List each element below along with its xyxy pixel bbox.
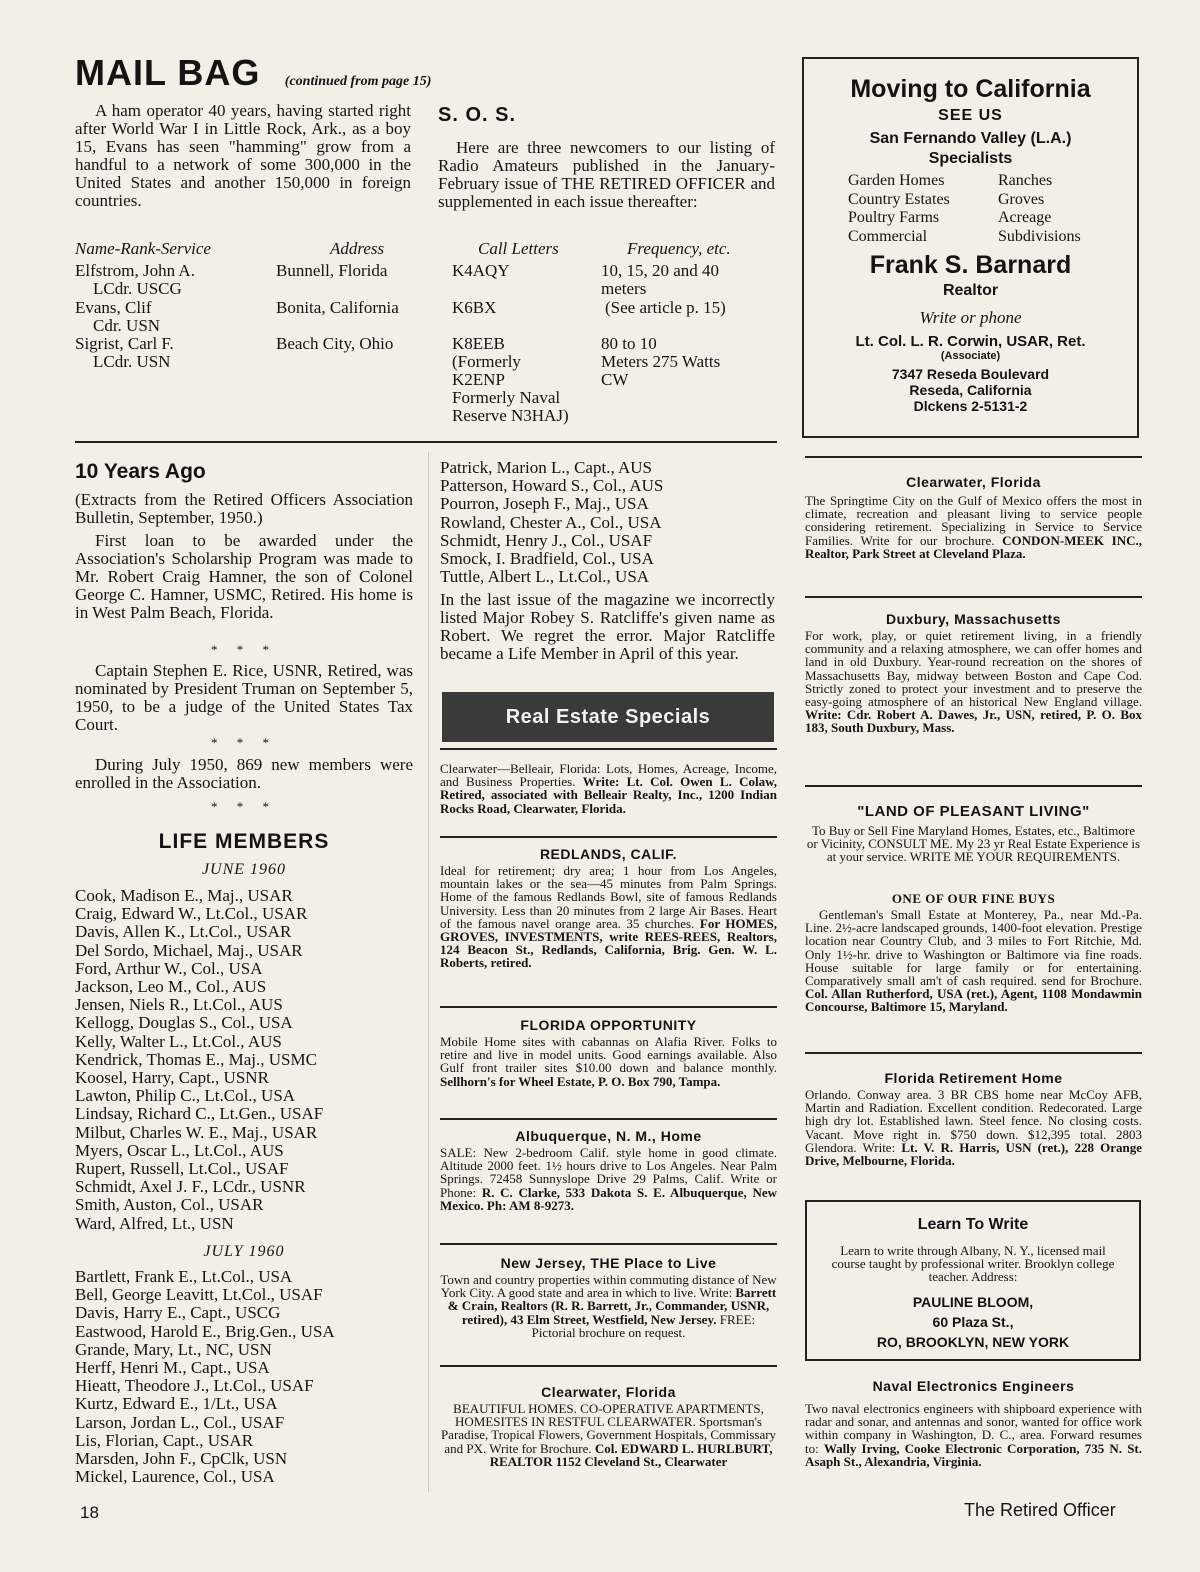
list-item: Kurtz, Edward E., 1/Lt., USA [75, 1394, 278, 1414]
row-freq-line3: CW [601, 370, 629, 389]
list-item: Schmidt, Henry J., Col., USAF [440, 530, 653, 550]
moving-name: Frank S. Barnard [869, 251, 1072, 279]
ad-albuquerque [440, 1146, 777, 1212]
divider [805, 1052, 1142, 1054]
list-item: Subdivisions [998, 227, 1081, 245]
list-item: Grande, Mary, Lt., NC, USN [75, 1339, 272, 1359]
moving-see-us: SEE US [938, 107, 1003, 124]
list-item: Ward, Alfred, Lt., USN [75, 1213, 234, 1233]
address-line: RO, BROOKLYN, NEW YORK [876, 1333, 1070, 1350]
ad-text: Clearwater—Belleair, Florida: Lots, Homes, Acreage, Income, and Business Properties. [440, 761, 777, 790]
moving-address [804, 366, 1137, 414]
list-item: Davis, Harry E., Capt., USCG [75, 1303, 281, 1323]
address-line: 7347 Reseda Boulevard [891, 366, 1050, 382]
real-estate-banner: Real Estate Specials [442, 692, 774, 742]
sos-text: Here are three newcomers to our listing of Radio Amateurs published in the January-February issue of THE RETIRED OFFICER and supplemented in each issue thereafter: [438, 138, 775, 211]
list-item: Commercial [848, 227, 928, 245]
ad-orlando-title: Florida Retirement Home [884, 1070, 1063, 1086]
ad-learn-box [805, 1200, 1141, 1361]
ad-pleasant [805, 908, 1142, 1014]
ad-redlands [440, 864, 777, 970]
tenyears-item: Captain Stephen E. Rice, USNR, Retired, was nominated by President Truman on September 5, 1950, to be a judge of the United States Tax Court. [75, 661, 413, 734]
separator-stars: * * * [211, 642, 277, 657]
ad-belleair [440, 762, 777, 815]
list-item: Lawton, Philip C., Lt.Col., USA [75, 1086, 296, 1106]
list-item: Pourron, Joseph F., Maj., USA [440, 494, 649, 514]
ad-text: Gentleman's Small Estate at Monterey, Pa., near Md.-Pa. Line. 2½-acre landscaped grounds, 1400-foot elevation. Prestige location near Country Club, and 3 miles to Fort Ritchie, Md. Only 1½-hr. drive to Washington or Baltimore via fine roads. House suitable for large family or for entertaining. Comparatively small am't of cash required. send for Brochure. [805, 907, 1142, 989]
separator-stars: * * * [211, 799, 277, 814]
row-freq: 80 to 10 [601, 334, 657, 353]
ad-contact: Wally Irving, Cooke Electronic Corporation, 735 N. St. Asaph St., Alexandria, Virginia. [805, 1440, 1142, 1469]
moving-specialists: Specialists [928, 150, 1013, 167]
life-members-title: LIFE MEMBERS [158, 830, 330, 853]
ad-contact: Sellhorn's for Wheel Estate, P. O. Box 790, Tampa. [440, 1073, 721, 1089]
life-members-july-heading: JULY 1960 [203, 1243, 285, 1260]
list-item: Jensen, Niels R., Lt.Col., AUS [75, 995, 283, 1015]
list-item: Acreage [998, 209, 1052, 226]
list-item: Herff, Henri M., Capt., USA [75, 1358, 270, 1378]
list-item: Lindsay, Richard C., Lt.Gen., USAF [75, 1104, 324, 1124]
row-name: Sigrist, Carl F. [75, 334, 174, 353]
list-item: Kendrick, Thomas E., Maj., USMC [75, 1049, 317, 1069]
life-members-july-list [75, 1268, 335, 1486]
tenyears-item: First loan to be awarded under the Association's Scholarship Program was made to Mr. Robert Craig Hamner, the son of Colonel George C. Hamner, USMC, Retired. His home is in West Palm Beach, Florida. [75, 531, 413, 622]
list-item: Marsden, John F., CpClk, USN [75, 1449, 288, 1469]
list-item: Hieatt, Theodore J., Lt.Col., USAF [75, 1376, 314, 1396]
moving-region: San Fernando Valley (L.A.) [869, 130, 1072, 147]
list-item: Schmidt, Axel J. F., LCdr., USNR [75, 1177, 306, 1197]
ad-text: Mobile Home sites with cabannas on Alafia River. Folks to retire and live in model units. Good earnings available. Also Gulf front trailer sites $10.00 down and balance monthly. [440, 1034, 777, 1076]
list-item: Del Sordo, Michael, Maj., USAR [75, 940, 303, 960]
row-address: Bunnell, Florida [276, 261, 388, 280]
col-header-address: Address [330, 239, 385, 258]
ad-text: BEAUTIFUL HOMES. CO-OPERATIVE APARTMENTS, HOMESITES IN RESTFUL CLEARWATER. Sportsman's Paradise, Tropical Flowers, Government Hospitals, Commissary and PX. Write for Brochure. [440, 1401, 777, 1456]
divider [805, 456, 1142, 458]
moving-realtor: Realtor [942, 282, 999, 299]
list-item: Myers, Oscar L., Lt.Col., AUS [75, 1140, 284, 1160]
ad-clearwater-title: Clearwater, Florida [906, 474, 1041, 490]
section-divider [75, 441, 777, 443]
divider [440, 1006, 777, 1008]
list-item: Mickel, Laurence, Col., USA [75, 1467, 275, 1487]
mailbag-continued: (continued from page 15) [284, 74, 432, 89]
ad-contact: Col. EDWARD L. HURLBURT, REALTOR 1152 Cleveland St., Clearwater [489, 1440, 773, 1469]
divider [805, 596, 1142, 598]
tenyears-title: 10 Years Ago [75, 460, 206, 483]
ad-newjersey [440, 1273, 777, 1339]
ad-pleasant-subtitle: ONE OF OUR FINE BUYS [891, 891, 1056, 906]
ad-pleasant-title: "LAND OF PLEASANT LIVING" [857, 803, 1090, 820]
address-line: 60 Plaza St., [932, 1313, 1014, 1330]
list-item: Cook, Madison E., Maj., USAR [75, 886, 293, 905]
ad-naval [805, 1402, 1142, 1468]
ad-clearwater [805, 494, 1142, 560]
moving-title: Moving to California [850, 75, 1091, 103]
ad-text: For work, play, or quiet retirement living, in a friendly community and a relaxing atmosphere, we can offer homes and land in old Duxbury. Year-round recreation on the shores of Massachusetts Bay, midway between Boston and Cape Cod. Strictly zoned to protect your investment and to preserve the easy-going atmosphere of an historical New England village. [805, 628, 1142, 710]
ad-text: FREE: Pictorial brochure on request. [531, 1311, 756, 1340]
page-number: 18 [80, 1503, 99, 1522]
ad-contact: R. C. Clarke, 533 Dakota S. E. Albuquerque, New Mexico. Ph: AM 8-9273. [440, 1184, 777, 1213]
ad-contact: Col. Allan Rutherford, USA (ret.), Agent, 1108 Mondawmin Concourse, Baltimore 15, Maryland. [805, 986, 1142, 1015]
list-item: Tuttle, Albert L., Lt.Col., USA [440, 567, 650, 587]
tenyears-intro: (Extracts from the Retired Officers Association Bulletin, September, 1950.) [75, 490, 413, 527]
ad-florida-title: FLORIDA OPPORTUNITY [520, 1017, 697, 1033]
ad-text: Orlando. Conway area. 3 BR CBS home near McCoy AFB, Martin and Radiation. Excellent condition. Redecorated. Large high dry lot. Established lawn. Steel fence. No closing costs. Vacant. Move right in. $750 down. $12,395 total. 2803 Glendora. Write: [805, 1087, 1142, 1155]
contact-name: PAULINE BLOOM, [912, 1293, 1034, 1310]
ad-text: SALE: New 2-bedroom Calif. style home in good climate. Altitude 2000 feet. 1½ hours drive to Los Angeles. Near Palm Springs. 72458 Sunnyslope Drive 29 Palms, Calif. Write or Phone: [440, 1145, 777, 1200]
list-item: Eastwood, Harold E., Brig.Gen., USA [75, 1321, 335, 1341]
col-header-freq: Frequency, etc. [627, 239, 731, 258]
row-freq-line2: Meters 275 Watts [601, 352, 721, 371]
tenyears-item: During July 1950, 869 new members were enrolled in the Association. [75, 755, 413, 792]
divider [440, 836, 777, 838]
row-rank: Cdr. USN [93, 316, 161, 335]
divider [440, 1118, 777, 1120]
ad-newjersey-title: New Jersey, THE Place to Live [500, 1255, 717, 1271]
list-item: Patterson, Howard S., Col., AUS [440, 476, 664, 496]
list-item: Milbut, Charles W. E., Maj., USAR [75, 1122, 318, 1142]
column-divider [428, 452, 429, 1492]
ad-learn-title: Learn To Write [917, 1216, 1029, 1233]
list-item: Bell, George Leavitt, Lt.Col., USAF [75, 1285, 323, 1305]
ad-contact: For HOMES, GROVES, INVESTMENTS, write REES-REES, Realtors, 124 Beacon St., Redlands, California, Brig. Gen. W. L. Roberts, retired. [440, 915, 778, 971]
ad-clearwater2 [440, 1402, 777, 1468]
list-item: Bartlett, Frank E., Lt.Col., USA [75, 1267, 293, 1286]
mailbag-title: MAIL BAG [75, 52, 261, 93]
ad-duxbury [805, 629, 1142, 735]
list-item: Smock, I. Bradfield, Col., USA [440, 549, 654, 569]
list-item: Lis, Florian, Capt., USAR [75, 1430, 254, 1450]
list-item: Garden Homes [848, 172, 945, 189]
ad-learn-text: Learn to write through Albany, N. Y., licensed mail course taught by professional writer. Brooklyn college teacher. Address: [831, 1243, 1115, 1285]
list-item: Rowland, Chester A., Col., USA [440, 512, 662, 532]
row-call: K6BX [452, 298, 497, 317]
row-call-line2: (Formerly [452, 352, 521, 371]
divider [440, 748, 777, 750]
list-item: Patrick, Marion L., Capt., AUS [440, 458, 653, 477]
ad-naval-title: Naval Electronics Engineers [872, 1378, 1075, 1394]
moving-write: Write or phone [919, 308, 1022, 327]
list-item: Rupert, Russell, Lt.Col., USAF [75, 1159, 289, 1179]
row-freq: (See article p. 15) [605, 298, 726, 317]
row-call-line4: Formerly Naval [452, 388, 561, 407]
list-item: Ford, Arthur W., Col., USA [75, 958, 263, 978]
ad-contact: Write: Lt. Col. Owen L. Colaw, Retired, associated with Belleair Realty, Inc., 1200 Indian Rocks Road, Clearwater, Florida. [440, 774, 778, 816]
list-item: Country Estates [848, 190, 950, 208]
moving-associate: (Associate) [940, 350, 1001, 362]
moving-contact: Lt. Col. L. R. Corwin, USAR, Ret. [855, 333, 1086, 350]
correction-note: In the last issue of the magazine we incorrectly listed Major Robey S. Ratcliffe's given name as Robert. We regret the error. Major Ratcliffe became a Life Member in April of this year. [440, 590, 775, 663]
moving-types-col1 [848, 172, 950, 246]
ad-learn-address [807, 1292, 1139, 1352]
list-item: Larson, Jordan L., Col., USAF [75, 1412, 285, 1432]
ad-text: Two naval electronics engineers with shipboard experience with radar and sonar, and antennas and sonor, wanted for office work within company in Washington, D. C., area. Forward resumes to: [805, 1401, 1142, 1456]
magazine-name: The Retired Officer [964, 1500, 1116, 1520]
ad-text: The Springtime City on the Gulf of Mexico offers the most in climate, recreation and pleasant living to service people considering retirement. Specializing in Service to Service Families. Write for our brochure. [805, 493, 1142, 548]
ad-orlando [805, 1088, 1142, 1167]
radio-table [75, 240, 775, 430]
ad-contact: CONDON-MEEK INC., Realtor, Park Street at Cleveland Plaza. [805, 532, 1142, 561]
moving-types-col2 [998, 172, 1081, 246]
row-address: Bonita, California [276, 298, 399, 317]
ad-albuquerque-title: Albuquerque, N. M., Home [515, 1128, 702, 1144]
ad-pleasant-intro: To Buy or Sell Fine Maryland Homes, Estates, etc., Baltimore or Vicinity, CONSULT ME. My 23 yr Real Estate Experience is at your service. WRITE ME YOUR REQUIREMENTS. [806, 823, 1141, 865]
ad-redlands-title: REDLANDS, CALIF. [539, 846, 678, 862]
divider [440, 1243, 777, 1245]
address-line: Reseda, California [909, 382, 1032, 398]
moving-property-types [804, 172, 1137, 246]
ad-florida [440, 1035, 777, 1088]
ad-text: Town and country properties within commuting distance of New York City. A good state and area in which to live. Write: [440, 1272, 777, 1301]
row-call-line5: Reserve N3HAJ) [452, 406, 569, 425]
row-address: Beach City, Ohio [276, 334, 394, 353]
row-freq-line2: meters [601, 279, 647, 298]
mailbag-intro: A ham operator 40 years, having started right after World War I in Little Rock, Ark., as a boy 15, Evans has seen "hamming" grow from a handful to a network of some 300,000 in the United States and another 150,000 in foreign countries. [75, 101, 411, 210]
ad-contact: Barrett & Crain, Realtors (R. R. Barrett, Jr., Commander, USNR, retired), 43 Elm Street, Westfield, New Jersey. [447, 1285, 777, 1327]
row-call: K8EEB [452, 334, 505, 353]
separator-stars: * * * [211, 735, 277, 750]
moving-california-ad [802, 57, 1139, 438]
list-item: Jackson, Leo M., Col., AUS [75, 977, 267, 997]
col-header-name: Name-Rank-Service [75, 239, 211, 258]
ad-contact: Write: Cdr. Robert A. Dawes, Jr., USN, retired, P. O. Box 183, South Duxbury, Mass. [805, 707, 1142, 736]
sos-title: S. O. S. [438, 104, 517, 126]
row-name: Evans, Clif [75, 298, 152, 317]
list-item: Ranches [998, 172, 1053, 189]
ad-duxbury-title: Duxbury, Massachusetts [886, 611, 1061, 627]
row-name: Elfstrom, John A. [75, 261, 195, 280]
ad-text: Ideal for retirement; dry area; 1 hour from Los Angeles, mountain lakes or the sea—45 minutes from Palm Springs. Home of the famous Redlands Bowl, site of famous Redlands University. Less than 20 minutes from 2 large Air Bases. Heart of the famous navel orange area. 35 churches. [440, 863, 777, 931]
life-members-june-heading: JUNE 1960 [201, 861, 287, 878]
life-members-july-list-cont [440, 459, 663, 586]
life-members-june-list [75, 887, 323, 1233]
row-rank: LCdr. USCG [93, 279, 182, 298]
ad-clearwater2-title: Clearwater, Florida [541, 1384, 676, 1400]
divider [805, 785, 1142, 787]
divider [440, 1365, 777, 1367]
list-item: Kellogg, Douglas S., Col., USA [75, 1013, 293, 1033]
list-item: Koosel, Harry, Capt., USNR [75, 1068, 269, 1088]
row-call: K4AQY [452, 261, 510, 280]
list-item: Kelly, Walter L., Lt.Col., AUS [75, 1031, 282, 1051]
list-item: Craig, Edward W., Lt.Col., USAR [75, 904, 308, 924]
ad-contact: Lt. V. R. Harris, USN (ret.), 228 Orange Drive, Melbourne, Florida. [805, 1139, 1142, 1169]
col-header-call: Call Letters [478, 239, 559, 258]
list-item: Poultry Farms [848, 209, 940, 226]
list-item: Groves [998, 190, 1045, 208]
row-call-line3: K2ENP [452, 370, 505, 389]
row-rank: LCdr. USN [93, 352, 171, 371]
phone: Dlckens 2-5131-2 [913, 398, 1028, 414]
row-freq: 10, 15, 20 and 40 [601, 261, 720, 280]
mailbag-header [75, 52, 431, 94]
list-item: Smith, Auston, Col., USAR [75, 1195, 264, 1215]
list-item: Davis, Allen K., Lt.Col., USAR [75, 922, 292, 942]
